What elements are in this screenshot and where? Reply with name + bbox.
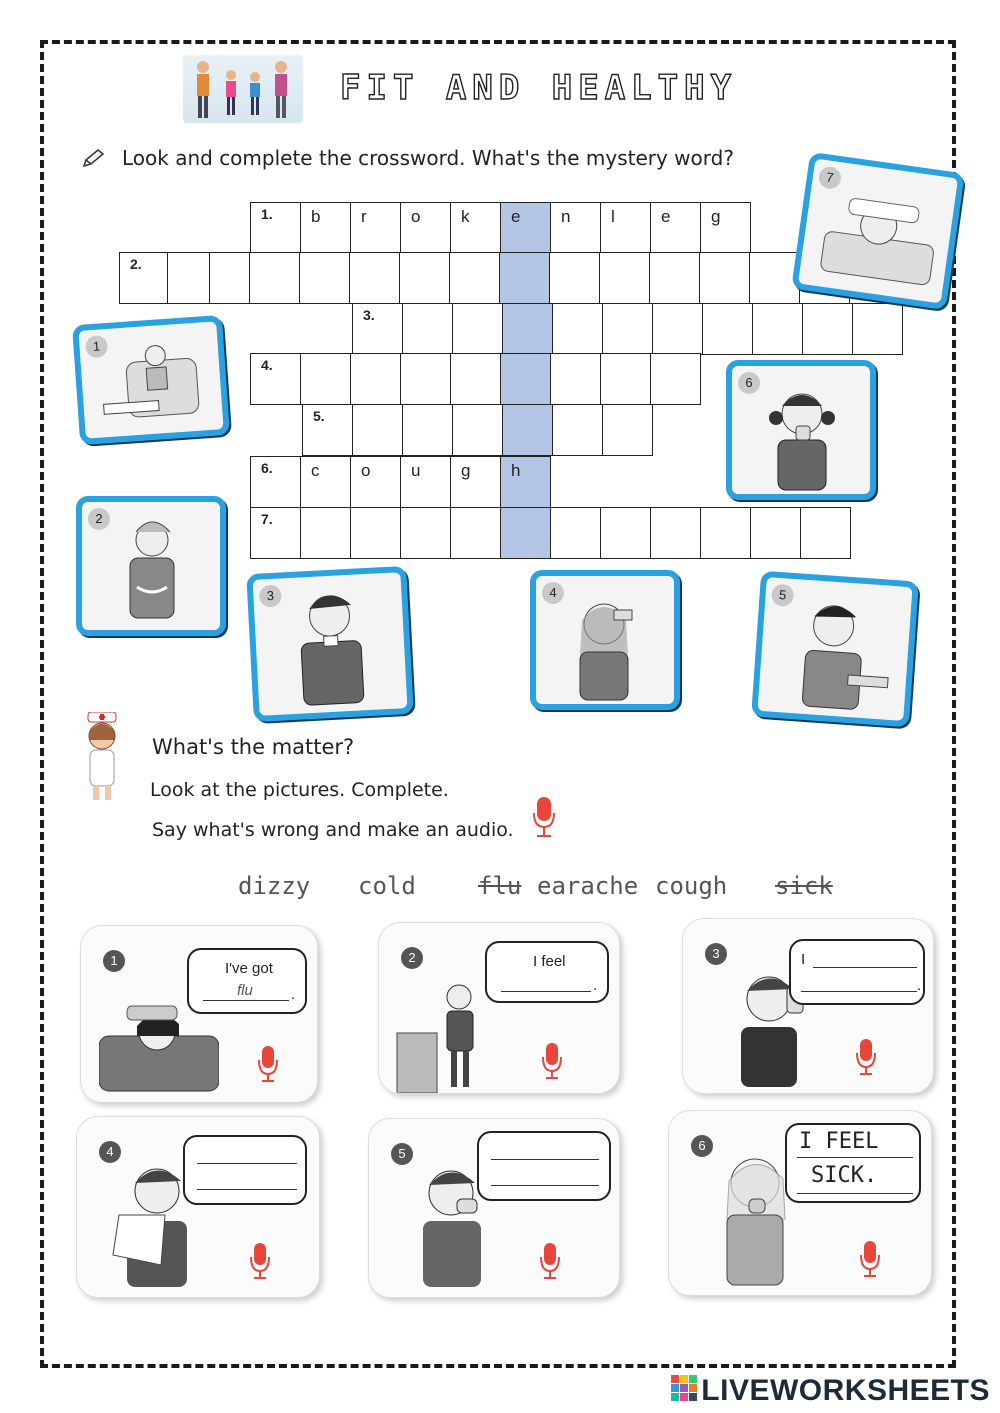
crossword-cell[interactable] [400, 456, 451, 508]
crossword-cell[interactable] [350, 507, 401, 559]
crossword-letter: n [561, 207, 571, 226]
crossword-card-2 [76, 496, 226, 636]
bubble-prompt: I've got [225, 960, 273, 977]
crossword-cell[interactable] [699, 252, 750, 304]
crossword-letter: b [311, 207, 321, 226]
speech-bubble [183, 1135, 307, 1205]
panel-6-answer[interactable]: SICK. [811, 1163, 878, 1188]
crossword-cell [302, 404, 353, 456]
boy-broken-leg-figure [78, 321, 225, 440]
crossword-cell[interactable] [650, 202, 701, 254]
crossword-cell[interactable] [600, 202, 651, 254]
crossword-cell[interactable] [550, 507, 601, 559]
card-number: 4 [542, 582, 564, 604]
bubble-end: . [917, 977, 922, 994]
crossword-cell[interactable] [209, 252, 250, 304]
crossword-cell[interactable] [402, 303, 453, 355]
clue-number: 1. [261, 206, 273, 222]
crossword-cell [250, 456, 301, 508]
bubble-end: . [593, 977, 598, 994]
crossword-cell[interactable] [702, 303, 753, 355]
crossword-card-6 [726, 360, 876, 500]
crossword-cell[interactable] [499, 252, 550, 304]
record-mic-icon[interactable] [257, 1044, 279, 1084]
section2-instruction-1: Look at the pictures. Complete. [150, 779, 449, 801]
panel-number: 1 [103, 950, 125, 972]
record-mic-icon[interactable] [855, 1037, 877, 1077]
girl-cough-figure [732, 366, 872, 496]
crossword-cell[interactable] [452, 404, 503, 456]
bubble-prompt: I feel [533, 953, 566, 970]
brand-text: LIVEWORKSHEETS [701, 1373, 990, 1407]
crossword-letter: l [611, 207, 615, 226]
crossword-cell [250, 507, 301, 559]
speech-bubble [477, 1131, 611, 1201]
crossword-letter: k [461, 207, 470, 226]
clue-number: 2. [130, 256, 142, 272]
crossword-cell[interactable] [500, 202, 551, 254]
crossword-letter: h [511, 461, 521, 480]
crossword-cell[interactable] [350, 202, 401, 254]
record-mic-icon[interactable] [249, 1241, 271, 1281]
crossword-cell[interactable] [450, 456, 501, 508]
girl-headache-figure [536, 576, 676, 706]
crossword-cell[interactable] [599, 252, 650, 304]
crossword-cell[interactable] [552, 303, 603, 355]
bubble-end: . [291, 986, 296, 1003]
clue-number: 4. [261, 357, 273, 373]
comic-panel-6 [668, 1110, 932, 1296]
microphone-icon [530, 795, 558, 843]
family-illustration [183, 55, 303, 123]
crossword-cell[interactable] [800, 507, 851, 559]
crossword-cell[interactable] [349, 252, 400, 304]
crossword-letter: g [711, 207, 721, 226]
clue-number: 6. [261, 460, 273, 476]
crossword-instruction: Look and complete the crossword. What's the mystery word? [122, 146, 734, 170]
crossword-cell[interactable] [402, 404, 453, 456]
word-bank-item-used: flu [478, 872, 522, 900]
crossword-card-7 [791, 152, 965, 310]
crossword-cell[interactable] [602, 303, 653, 355]
crossword-cell [250, 353, 301, 405]
card-number: 5 [771, 583, 794, 606]
word-bank-item: earache [537, 872, 639, 900]
word-bank-item: dizzy [238, 872, 311, 900]
panel-number: 3 [705, 943, 727, 965]
panel-number: 5 [391, 1143, 413, 1165]
crossword-letter: o [411, 207, 421, 226]
crossword-cell[interactable] [652, 303, 703, 355]
crossword-cell[interactable] [300, 202, 351, 254]
crossword-card-5 [751, 571, 919, 728]
panel-number: 6 [691, 1135, 713, 1157]
crossword-cell[interactable] [649, 252, 700, 304]
boy-hurt-arm-figure [757, 577, 914, 723]
crossword-cell[interactable] [500, 353, 551, 405]
crossword-cell[interactable] [600, 507, 651, 559]
record-mic-icon[interactable] [859, 1239, 881, 1279]
matter-heading: What's the matter? [152, 735, 355, 759]
crossword-cell[interactable] [852, 303, 903, 355]
crossword-cell[interactable] [400, 353, 451, 405]
card-number: 1 [85, 335, 108, 358]
logo-grid-icon [671, 1375, 697, 1409]
girl-stomachache-figure [82, 502, 222, 632]
nurse-icon [80, 712, 124, 808]
crossword-cell[interactable] [300, 456, 351, 508]
crossword-letter: e [511, 207, 521, 226]
crossword-letter: r [361, 207, 367, 226]
comic-panel-2 [378, 922, 620, 1094]
panel-1-answer[interactable]: flu [237, 982, 253, 999]
crossword-cell[interactable] [399, 252, 450, 304]
word-bank-item: cold [358, 872, 416, 900]
boy-sore-throat-figure [253, 572, 410, 718]
crossword-cell[interactable] [602, 404, 653, 456]
crossword-cell[interactable] [549, 252, 600, 304]
crossword-cell[interactable] [502, 404, 553, 456]
crossword-cell[interactable] [350, 353, 401, 405]
crossword-cell[interactable] [400, 202, 451, 254]
clue-number: 5. [313, 408, 325, 424]
speech-bubble [785, 1123, 921, 1203]
liveworksheets-logo [671, 1374, 990, 1409]
crossword-cell[interactable] [449, 252, 500, 304]
crossword-cell[interactable] [300, 353, 351, 405]
card-number: 3 [259, 584, 282, 607]
card-number: 7 [818, 165, 843, 190]
crossword-cell[interactable] [552, 404, 603, 456]
crossword-cell[interactable] [352, 404, 403, 456]
crossword-cell[interactable] [450, 353, 501, 405]
clue-number: 3. [363, 307, 375, 323]
crossword-cell[interactable] [802, 303, 853, 355]
crossword-letter: c [311, 461, 320, 480]
comic-panel-1 [80, 925, 318, 1103]
crossword-card-4 [530, 570, 680, 710]
crossword-cell[interactable] [452, 303, 503, 355]
word-bank-item-used: sick [775, 872, 833, 900]
card-number: 6 [738, 372, 760, 394]
crossword-cell[interactable] [600, 353, 651, 405]
crossword-letter: u [411, 461, 421, 480]
crossword-letter: e [661, 207, 671, 226]
crossword-letter: g [461, 461, 471, 480]
comic-panel-5 [368, 1118, 620, 1298]
crossword-cell [250, 202, 301, 254]
crossword-cell[interactable] [502, 303, 553, 355]
crossword-cell[interactable] [450, 507, 501, 559]
crossword-cell[interactable] [650, 353, 701, 405]
crossword-cell[interactable] [750, 507, 801, 559]
crossword-card-3 [246, 566, 414, 722]
crossword-cell[interactable] [400, 507, 451, 559]
speech-bubble [789, 939, 925, 1005]
crossword-cell[interactable] [752, 303, 803, 355]
crossword-cell [352, 303, 403, 355]
crossword-cell[interactable] [450, 202, 501, 254]
crossword-cell[interactable] [299, 252, 350, 304]
clue-number: 7. [261, 511, 273, 527]
crossword-cell[interactable] [550, 353, 601, 405]
bubble-prompt: I [801, 951, 806, 968]
crossword-cell[interactable] [700, 507, 751, 559]
crossword-cell[interactable] [167, 252, 210, 304]
comic-panel-3 [682, 918, 934, 1094]
crossword-cell[interactable] [249, 252, 300, 304]
worksheet-title: FIT AND HEALTHY [340, 68, 738, 108]
record-mic-icon[interactable] [539, 1241, 561, 1281]
bubble-prompt: I FEEL [799, 1129, 879, 1154]
card-number: 2 [88, 508, 110, 530]
crossword-cell[interactable] [700, 202, 751, 254]
panel-number: 4 [99, 1141, 121, 1163]
pencil-icon [82, 148, 106, 172]
crossword-cell [119, 252, 168, 304]
record-mic-icon[interactable] [541, 1041, 563, 1081]
boy-in-bed-figure [798, 159, 960, 306]
crossword-card-1 [72, 315, 230, 445]
word-bank-item: cough [655, 872, 728, 900]
crossword-cell[interactable] [500, 507, 551, 559]
crossword-cell[interactable] [550, 202, 601, 254]
panel-number: 2 [401, 947, 423, 969]
crossword-cell[interactable] [500, 456, 551, 508]
crossword-cell[interactable] [650, 507, 701, 559]
speech-bubble [485, 941, 609, 1003]
section2-instruction-2: Say what's wrong and make an audio. [152, 819, 514, 841]
crossword-cell[interactable] [350, 456, 401, 508]
crossword-letter: o [361, 461, 371, 480]
crossword-cell[interactable] [300, 507, 351, 559]
comic-panel-4 [76, 1116, 320, 1298]
speech-bubble [187, 948, 307, 1014]
